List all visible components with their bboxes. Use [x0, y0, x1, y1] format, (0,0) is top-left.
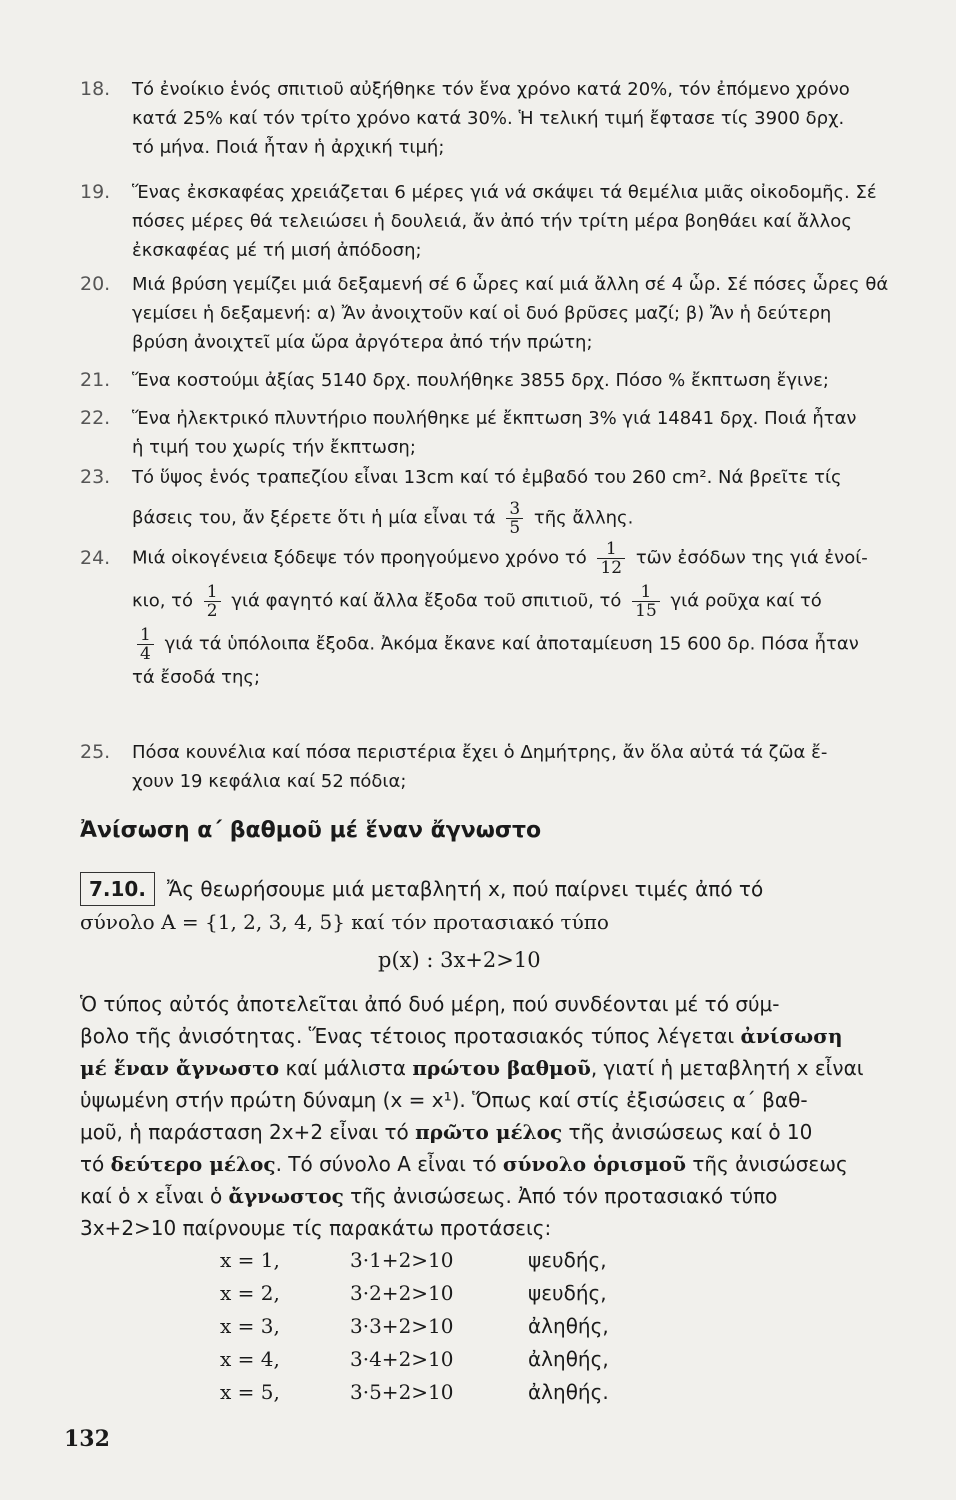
- section-heading: Ἀνίσωση α΄ βαθμοῦ μέ ἕναν ἄγνωστο: [80, 818, 542, 843]
- problem-text: τά ἔσοδά της;: [132, 667, 261, 688]
- problem-text: ἐκσκαφέας μέ τή μισή ἀπόδοση;: [132, 240, 422, 261]
- problem-text: γιά φαγητό καί ἄλλα ἔξοδα τοῦ σπιτιοῦ, τό: [231, 590, 622, 612]
- term: σύνολο ὁρισμοῦ: [502, 1152, 687, 1176]
- problem-text: γιά ροῦχα καί τό: [670, 590, 822, 612]
- section-intro: [80, 872, 910, 938]
- body-text: καί ὁ x εἶναι ὁ: [80, 1184, 229, 1208]
- term: ἀνίσωση: [740, 1024, 843, 1048]
- body-text: 3x+2>10 παίρνουμε τίς παρακάτω προτάσεις:: [80, 1216, 552, 1240]
- fraction: $\frac{3}{5}$: [506, 500, 523, 537]
- problem-number: 20.: [80, 273, 111, 295]
- problem-25: [80, 738, 910, 796]
- body-text: βολο τῆς ἀνισότητας. Ἕνας τέτοιος προτασιακός τύπος λέγεται: [80, 1024, 741, 1048]
- problem-21: [80, 366, 910, 395]
- term: μέ ἕναν ἄγνωστο: [80, 1056, 280, 1080]
- truth-table: [220, 1248, 609, 1413]
- problem-text: Μιά βρύση γεμίζει μιά δεξαμενή σέ 6 ὧρες καί μιά ἄλλη σέ 4 ὧρ. Σέ πόσες ὧρες θά: [132, 274, 889, 295]
- formula: p(x) : 3x+2>10: [378, 948, 541, 972]
- problem-text: Τό ἐνοίκιο ἑνός σπιτιοῦ αὐξήθηκε τόν ἕνα χρόνο κατά 20%, τόν ἐπόμενο χρόνο: [132, 79, 850, 100]
- problem-text: πόσες μέρες θά τελειώσει ἡ δουλειά, ἄν ἀπό τήν τρίτη μέρα βοηθάει καί ἄλλος: [132, 211, 852, 232]
- problem-19: [80, 178, 910, 265]
- problem-number: 22.: [80, 407, 111, 429]
- problem-number: 25.: [80, 741, 111, 763]
- section-number-box: 7.10.: [80, 872, 155, 906]
- table-row: x = 3, 3·3+2>10 ἀληθής,: [220, 1314, 609, 1338]
- body-text: τῆς ἀνισώσεως: [686, 1152, 848, 1176]
- problem-text: βάσεις του, ἄν ξέρετε ὅτι ἡ μία εἶναι τά: [132, 507, 496, 529]
- body-text: μοῦ, ἡ παράσταση 2x+2 εἶναι τό: [80, 1120, 416, 1144]
- problem-text: Μιά οἰκογένεια ξόδεψε τόν προηγούμενο χρόνο τό: [132, 547, 587, 569]
- body-text: ὑψωμένη στήν πρώτη δύναμη (x = x¹). Ὅπως καί στίς ἐξισώσεις α΄ βαθ-: [80, 1088, 808, 1112]
- section-paragraph: [80, 988, 910, 1244]
- fraction: $\frac{1}{4}$: [137, 626, 154, 663]
- problem-text: Τό ὕψος ἑνός τραπεζίου εἶναι 13cm καί τό ἐμβαδό του 260 cm². Νά βρεῖτε τίς: [132, 467, 842, 488]
- term: ἄγνωστος: [228, 1184, 344, 1208]
- problem-text: κατά 25% καί τόν τρίτο χρόνο κατά 30%. Ἡ τελική τιμή ἔφτασε τίς 3900 δρχ.: [132, 108, 845, 129]
- body-text: Ἄς θεωρήσουμε μιά μεταβλητή x, πού παίρνει τιμές ἀπό τό: [166, 877, 764, 901]
- problem-text: γιά τά ὑπόλοιπα ἔξοδα. Ἀκόμα ἔκανε καί ἀποταμίευση 15 600 δρ. Πόσα ἦταν: [164, 633, 859, 655]
- problem-number: 19.: [80, 181, 111, 203]
- fraction: $\frac{1}{12}$: [597, 540, 625, 577]
- problem-number: 18.: [80, 78, 111, 100]
- table-row: x = 5, 3·5+2>10 ἀληθής.: [220, 1380, 609, 1404]
- problem-number: 23.: [80, 466, 111, 488]
- body-text: Ὁ τύπος αὐτός ἀποτελεῖται ἀπό δυό μέρη, πού συνδέονται μέ τό σύμ-: [80, 992, 780, 1016]
- fraction: $\frac{1}{15}$: [632, 583, 660, 620]
- problem-20: [80, 270, 910, 357]
- problem-text: τῶν ἐσόδων της γιά ἐνοί-: [635, 547, 868, 569]
- problem-text: γεμίσει ἡ δεξαμενή: α) Ἄν ἀνοιχτοῦν καί οἱ δυό βρῦσες μαζί; β) Ἄν ἡ δεύτερη: [132, 303, 832, 324]
- problem-text: ἡ τιμή του χωρίς τήν ἔκπτωση;: [132, 437, 416, 458]
- problem-number: 21.: [80, 369, 111, 391]
- term: πρῶτο μέλος: [415, 1120, 563, 1144]
- problem-18: [80, 75, 910, 162]
- body-text: , γιατί ἡ μεταβλητή x εἶναι: [590, 1056, 864, 1080]
- table-row: x = 4, 3·4+2>10 ἀληθής,: [220, 1347, 609, 1371]
- page-number: 132: [64, 1426, 110, 1452]
- problem-text: Πόσα κουνέλια καί πόσα περιστέρια ἔχει ὁ Δημήτρης, ἄν ὅλα αὐτά τά ζῶα ἔ-: [132, 742, 828, 763]
- body-text: τῆς ἀνισώσεως καί ὁ 10: [562, 1120, 813, 1144]
- problem-text: Ἕνα ἠλεκτρικό πλυντήριο πουλήθηκε μέ ἔκπτωση 3% γιά 14841 δρχ. Ποιά ἦταν: [132, 408, 857, 429]
- problem-text: τῆς ἄλλης.: [533, 507, 634, 529]
- problem-text: κιο, τό: [132, 590, 194, 612]
- problem-text: Ἕνας ἐκσκαφέας χρειάζεται 6 μέρες γιά νά σκάψει τά θεμέλια μιᾶς οἰκοδομῆς. Σέ: [132, 182, 877, 203]
- problem-24: [80, 540, 910, 692]
- body-text: σύνολο A = {1, 2, 3, 4, 5} καί τόν προτασιακό τύπο: [80, 910, 609, 934]
- term: δεύτερο μέλος: [110, 1152, 276, 1176]
- body-text: τό: [80, 1152, 111, 1176]
- table-row: x = 2, 3·2+2>10 ψευδής,: [220, 1281, 607, 1305]
- problem-number: 24.: [80, 546, 111, 569]
- problem-22: [80, 404, 910, 462]
- problem-23: [80, 463, 910, 537]
- fraction: $\frac{1}{2}$: [204, 583, 221, 620]
- body-text: . Τό σύνολο A εἶναι τό: [275, 1152, 503, 1176]
- problem-text: Ἕνα κοστούμι ἀξίας 5140 δρχ. πουλήθηκε 3855 δρχ. Πόσο % ἔκπτωση ἔγινε;: [132, 370, 829, 391]
- table-row: x = 1, 3·1+2>10 ψευδής,: [220, 1248, 607, 1272]
- body-text: καί μάλιστα: [279, 1056, 413, 1080]
- body-text: τῆς ἀνισώσεως. Ἀπό τόν προτασιακό τύπο: [343, 1184, 778, 1208]
- problem-text: χουν 19 κεφάλια καί 52 πόδια;: [132, 771, 407, 792]
- problem-text: τό μήνα. Ποιά ἦταν ἡ ἀρχική τιμή;: [132, 137, 445, 158]
- problem-text: βρύση ἀνοιχτεῖ μία ὥρα ἀργότερα ἀπό τήν πρώτη;: [132, 332, 593, 353]
- term: πρώτου βαθμοῦ: [412, 1056, 591, 1080]
